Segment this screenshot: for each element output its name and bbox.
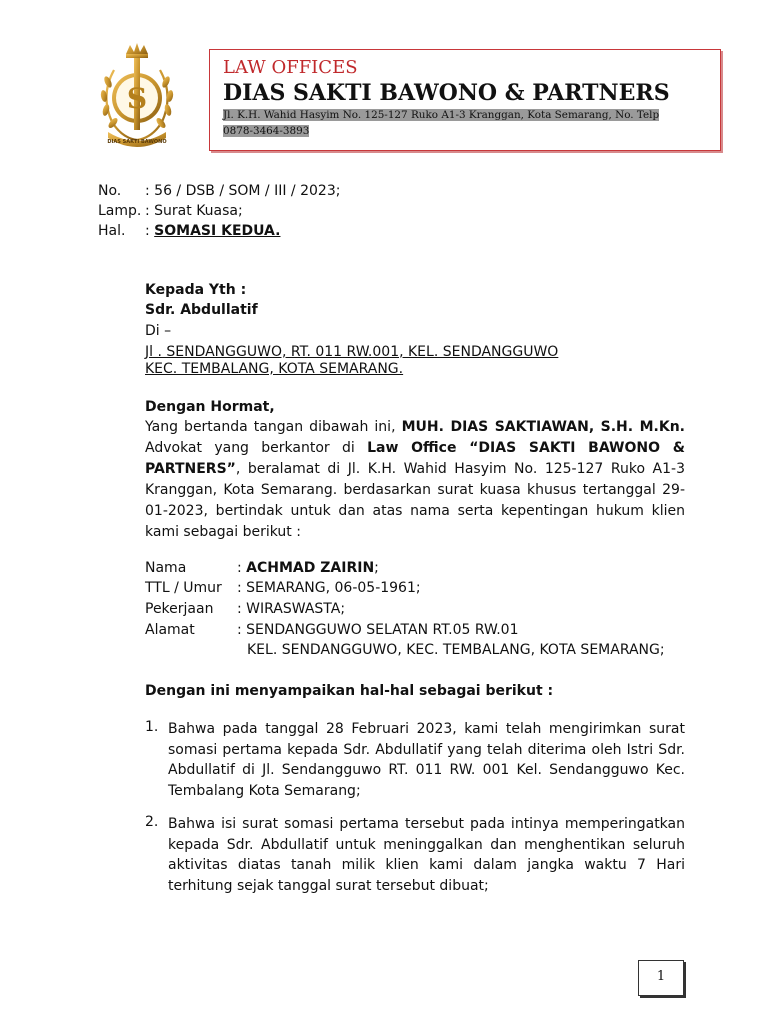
meta-lamp: Lamp. : Surat Kuasa;: [98, 203, 243, 219]
opening-paragraph: Yang bertanda tangan dibawah ini, MUH. DIAS SAKTIAWAN, S.H. M.Kn. Advokat yang berkantor di Law Office “DIAS SAKTI BAWONO & PARTNERS”, beralamat di Jl. K.H. Wahid Hasyim No. 125-127 Ruko A1-3 Kranggan, Kota Semarang. berdasarkan surat kuasa khusus tertanggal 29-01-2023, bertindak untuk dan atas nama serta kepentingan hukum klien kami sebagai berikut :: [145, 419, 685, 540]
svg-text:DIAS SAKTI BAWONO: DIAS SAKTI BAWONO: [107, 139, 167, 145]
client-alamat: Alamat : SENDANGGUWO SELATAN RT.05 RW.01: [145, 622, 519, 638]
item-1-number: 1.: [145, 719, 159, 735]
recipient-address-2: KEC. TEMBALANG, KOTA SEMARANG.: [145, 361, 404, 377]
client-nama: Nama : ACHMAD ZAIRIN;: [145, 560, 379, 576]
client-ttl: TTL / Umur : SEMARANG, 06-05-1961;: [145, 580, 421, 596]
law-offices-label: LAW OFFICES: [223, 57, 358, 78]
office-name: Law Office “DIAS SAKTI BAWONO & PARTNERS”: [145, 440, 685, 477]
item-2-number: 2.: [145, 814, 159, 830]
recipient-kepada: Kepada Yth :: [145, 282, 247, 298]
svg-text:S: S: [126, 82, 148, 115]
letter-meta: [98, 181, 398, 241]
client-alamat-2: KEL. SENDANGGUWO, KEC. TEMBALANG, KOTA SEMARANG;: [247, 642, 665, 658]
page-number: 1: [638, 960, 684, 996]
firm-phone: 0878-3464-3893: [223, 125, 310, 137]
firm-logo-emblem-icon: [94, 40, 180, 150]
client-name: ACHMAD ZAIRIN: [246, 560, 375, 576]
firm-address-line1: Jl. K.H. Wahid Hasyim No. 125-127 Ruko A1-3 Kranggan, Kota Semarang, No. Telp: [223, 109, 660, 121]
item-1-text: Bahwa pada tanggal 28 Februari 2023, kami telah mengirimkan surat somasi pertama kepada Sdr. Abdullatif yang telah diterima oleh Istri Sdr. Abdullatif di Jl. Sendangguwo RT. 011 RW. 001 Kel. Sendangguwo Kec. Tembalang Kota Semarang;: [168, 721, 685, 799]
subject: SOMASI KEDUA.: [154, 223, 281, 239]
meta-hal: Hal. : SOMASI KEDUA.: [98, 223, 281, 239]
firm-address: [223, 107, 681, 139]
meta-no: No. : 56 / DSB / SOM / III / 2023;: [98, 183, 341, 199]
recipient-name: Sdr. Abdullatif: [145, 302, 258, 318]
points-intro: Dengan ini menyampaikan hal-hal sebagai berikut :: [145, 683, 554, 699]
recipient-di: Di –: [145, 323, 172, 339]
firm-name: DIAS SAKTI BAWONO & PARTNERS: [223, 80, 670, 106]
greeting: Dengan Hormat,: [145, 399, 275, 415]
firm-logo: [94, 40, 180, 150]
recipient-address-1: Jl . SENDANGGUWO, RT. 011 RW.001, KEL. SENDANGGUWO: [145, 344, 559, 360]
client-pekerjaan: Pekerjaan : WIRASWASTA;: [145, 601, 346, 617]
item-2-text: Bahwa isi surat somasi pertama tersebut pada intinya memperingatkan kepada Sdr. Abdullatif untuk meninggalkan dan menghentikan seluruh aktivitas diatas tanah milik klien kami dalam jangka waktu 7 Hari terhitung sejak tanggal surat tersebut dibuat;: [168, 816, 685, 894]
advocate-name: MUH. DIAS SAKTIAWAN, S.H. M.Kn.: [401, 419, 685, 435]
